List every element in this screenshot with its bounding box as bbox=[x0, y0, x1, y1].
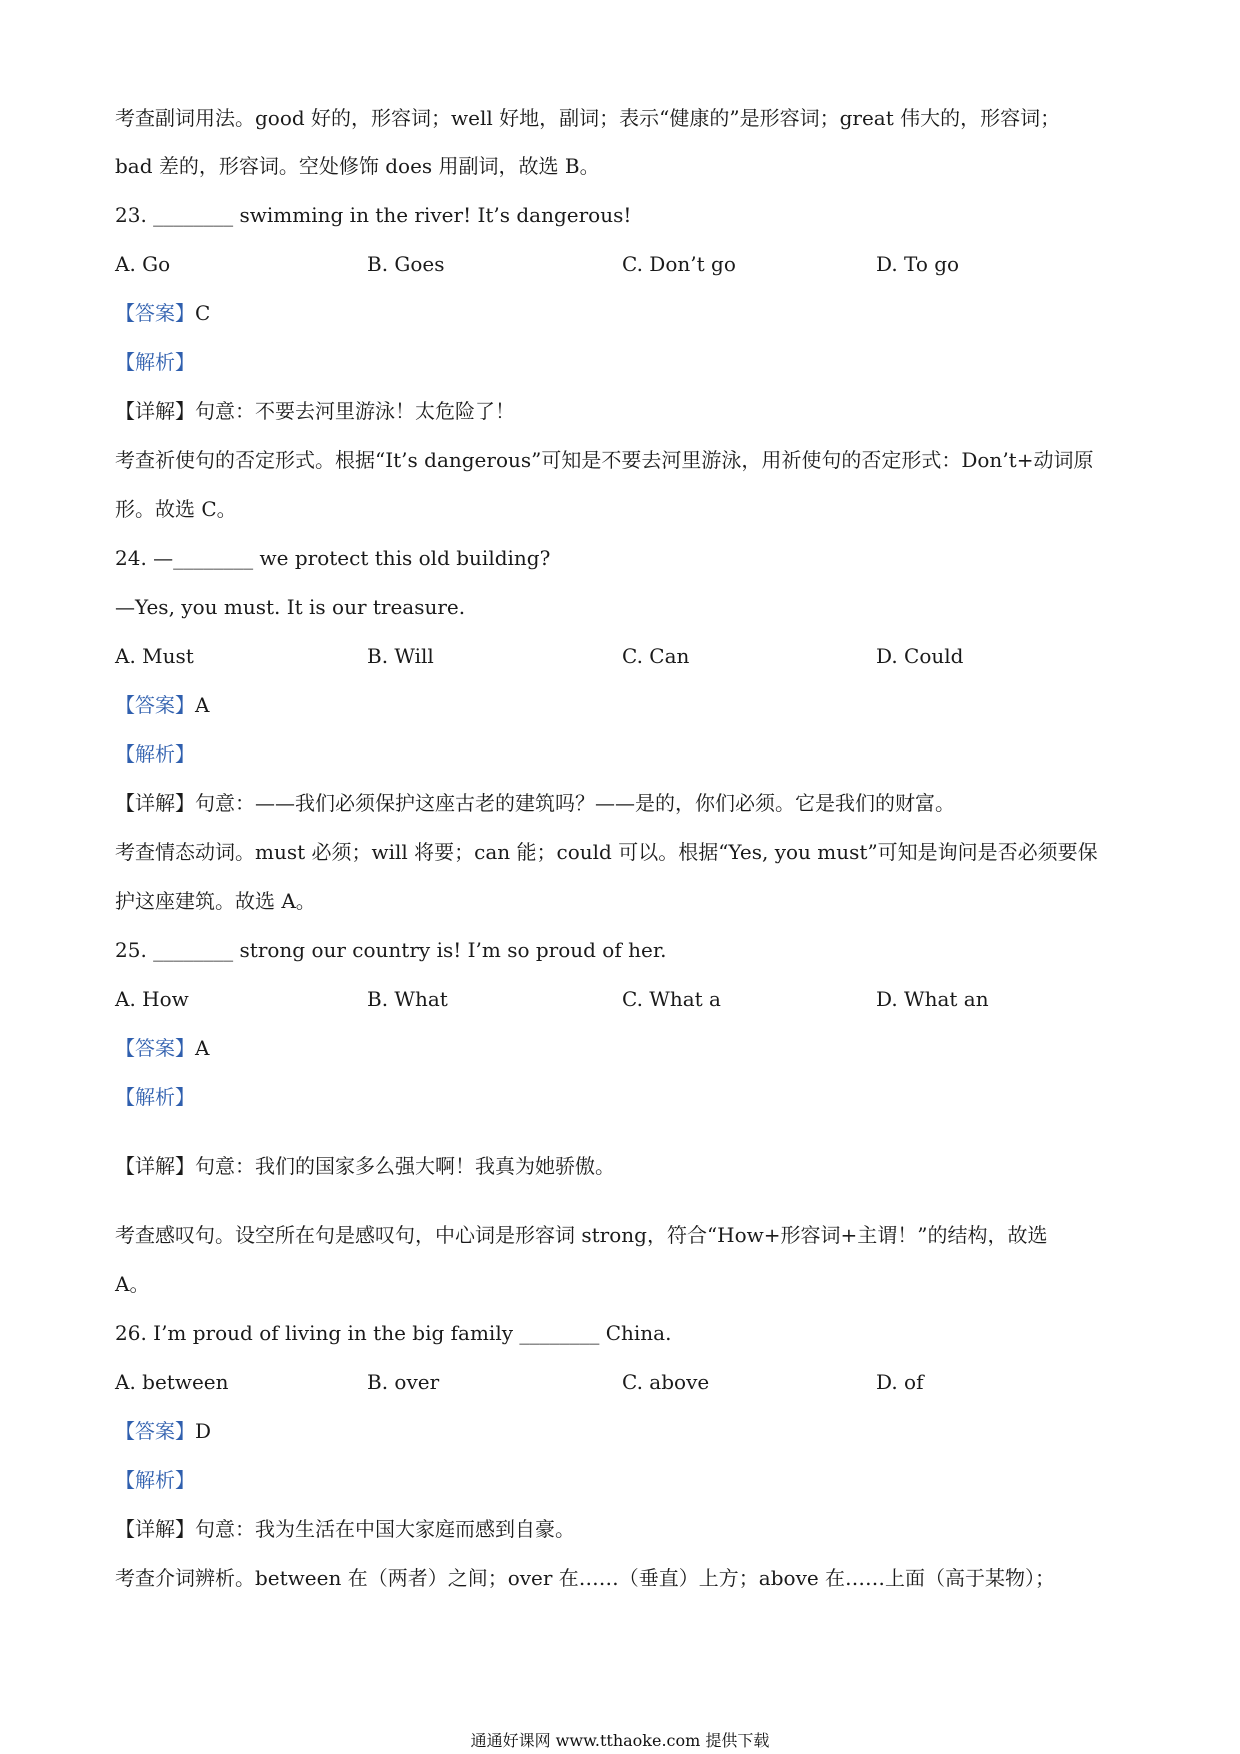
answer-value: D bbox=[195, 1419, 212, 1443]
analysis-tag: 【解析】 bbox=[115, 1085, 195, 1109]
answer-line bbox=[115, 299, 1145, 327]
option-c: C. Don’t go bbox=[622, 252, 736, 276]
detail-line: 【详解】句意：不要去河里游泳！太危险了！ bbox=[115, 399, 515, 423]
detail-line: 【详解】句意：我们的国家多么强大啊！我真为她骄傲。 bbox=[115, 1154, 615, 1178]
explanation-line: 考查感叹句。设空所在句是感叹句，中心词是形容词 strong，符合“How+形容词+主谓！”的结构，故选 bbox=[115, 1223, 1048, 1247]
question-23: 23. ________ swimming in the river! It’s dangerous! bbox=[115, 203, 632, 227]
option-d: D. What an bbox=[876, 987, 989, 1011]
question-24-reply: —Yes, you must. It is our treasure. bbox=[115, 595, 466, 619]
option-a: A. Go bbox=[115, 252, 171, 276]
page-footer: 通通好课网 www.tthaoke.com 提供下载 bbox=[470, 1731, 770, 1750]
explanation-line: 考查情态动词。must 必须；will 将要；can 能；could 可以。根据“Yes, you must”可知是询问是否必须要保 bbox=[115, 840, 1098, 864]
explanation-line: 形。故选 C。 bbox=[115, 497, 237, 521]
explanation-line: 考查介词辨析。between 在（两者）之间；over 在……（垂直）上方；above 在……上面（高于某物）； bbox=[115, 1566, 1056, 1590]
explanation-line: 考查副词用法。good 好的，形容词；well 好地，副词；表示“健康的”是形容词；great 伟大的，形容词； bbox=[115, 106, 1061, 130]
detail-line: 【详解】句意：我为生活在中国大家庭而感到自豪。 bbox=[115, 1517, 575, 1541]
explanation-line: bad 差的，形容词。空处修饰 does 用副词，故选 B。 bbox=[115, 154, 600, 178]
option-d: D. Could bbox=[876, 644, 964, 668]
answer-tag: 【答案】 bbox=[115, 693, 195, 717]
option-d: D. To go bbox=[876, 252, 960, 276]
question-24: 24. —________ we protect this old building? bbox=[115, 546, 551, 570]
answer-line bbox=[115, 1417, 1145, 1445]
option-a: A. Must bbox=[115, 644, 194, 668]
explanation-line: 考查祈使句的否定形式。根据“It’s dangerous”可知是不要去河里游泳，用祈使句的否定形式：Don’t+动词原 bbox=[115, 448, 1094, 472]
answer-line bbox=[115, 691, 1145, 719]
analysis-tag: 【解析】 bbox=[115, 742, 195, 766]
explanation-line: 护这座建筑。故选 A。 bbox=[115, 889, 316, 913]
option-d: D. of bbox=[876, 1370, 924, 1394]
option-b: B. Will bbox=[367, 644, 434, 668]
answer-value: A bbox=[195, 693, 210, 717]
analysis-tag: 【解析】 bbox=[115, 1468, 195, 1492]
option-a: A. How bbox=[115, 987, 189, 1011]
answer-tag: 【答案】 bbox=[115, 1419, 195, 1443]
detail-line: 【详解】句意：——我们必须保护这座古老的建筑吗？——是的，你们必须。它是我们的财富。 bbox=[115, 791, 955, 815]
option-c: C. Can bbox=[622, 644, 690, 668]
option-b: B. What bbox=[367, 987, 448, 1011]
option-b: B. over bbox=[367, 1370, 440, 1394]
option-c: C. What a bbox=[622, 987, 721, 1011]
option-b: B. Goes bbox=[367, 252, 445, 276]
option-a: A. between bbox=[115, 1370, 229, 1394]
answer-tag: 【答案】 bbox=[115, 1036, 195, 1060]
answer-tag: 【答案】 bbox=[115, 301, 195, 325]
question-25: 25. ________ strong our country is! I’m so proud of her. bbox=[115, 938, 667, 962]
answer-line bbox=[115, 1034, 1145, 1062]
option-c: C. above bbox=[622, 1370, 710, 1394]
explanation-line: A。 bbox=[115, 1272, 150, 1296]
question-26: 26. I’m proud of living in the big family ________ China. bbox=[115, 1321, 672, 1345]
answer-value: A bbox=[195, 1036, 210, 1060]
analysis-tag: 【解析】 bbox=[115, 350, 195, 374]
answer-value: C bbox=[195, 301, 211, 325]
